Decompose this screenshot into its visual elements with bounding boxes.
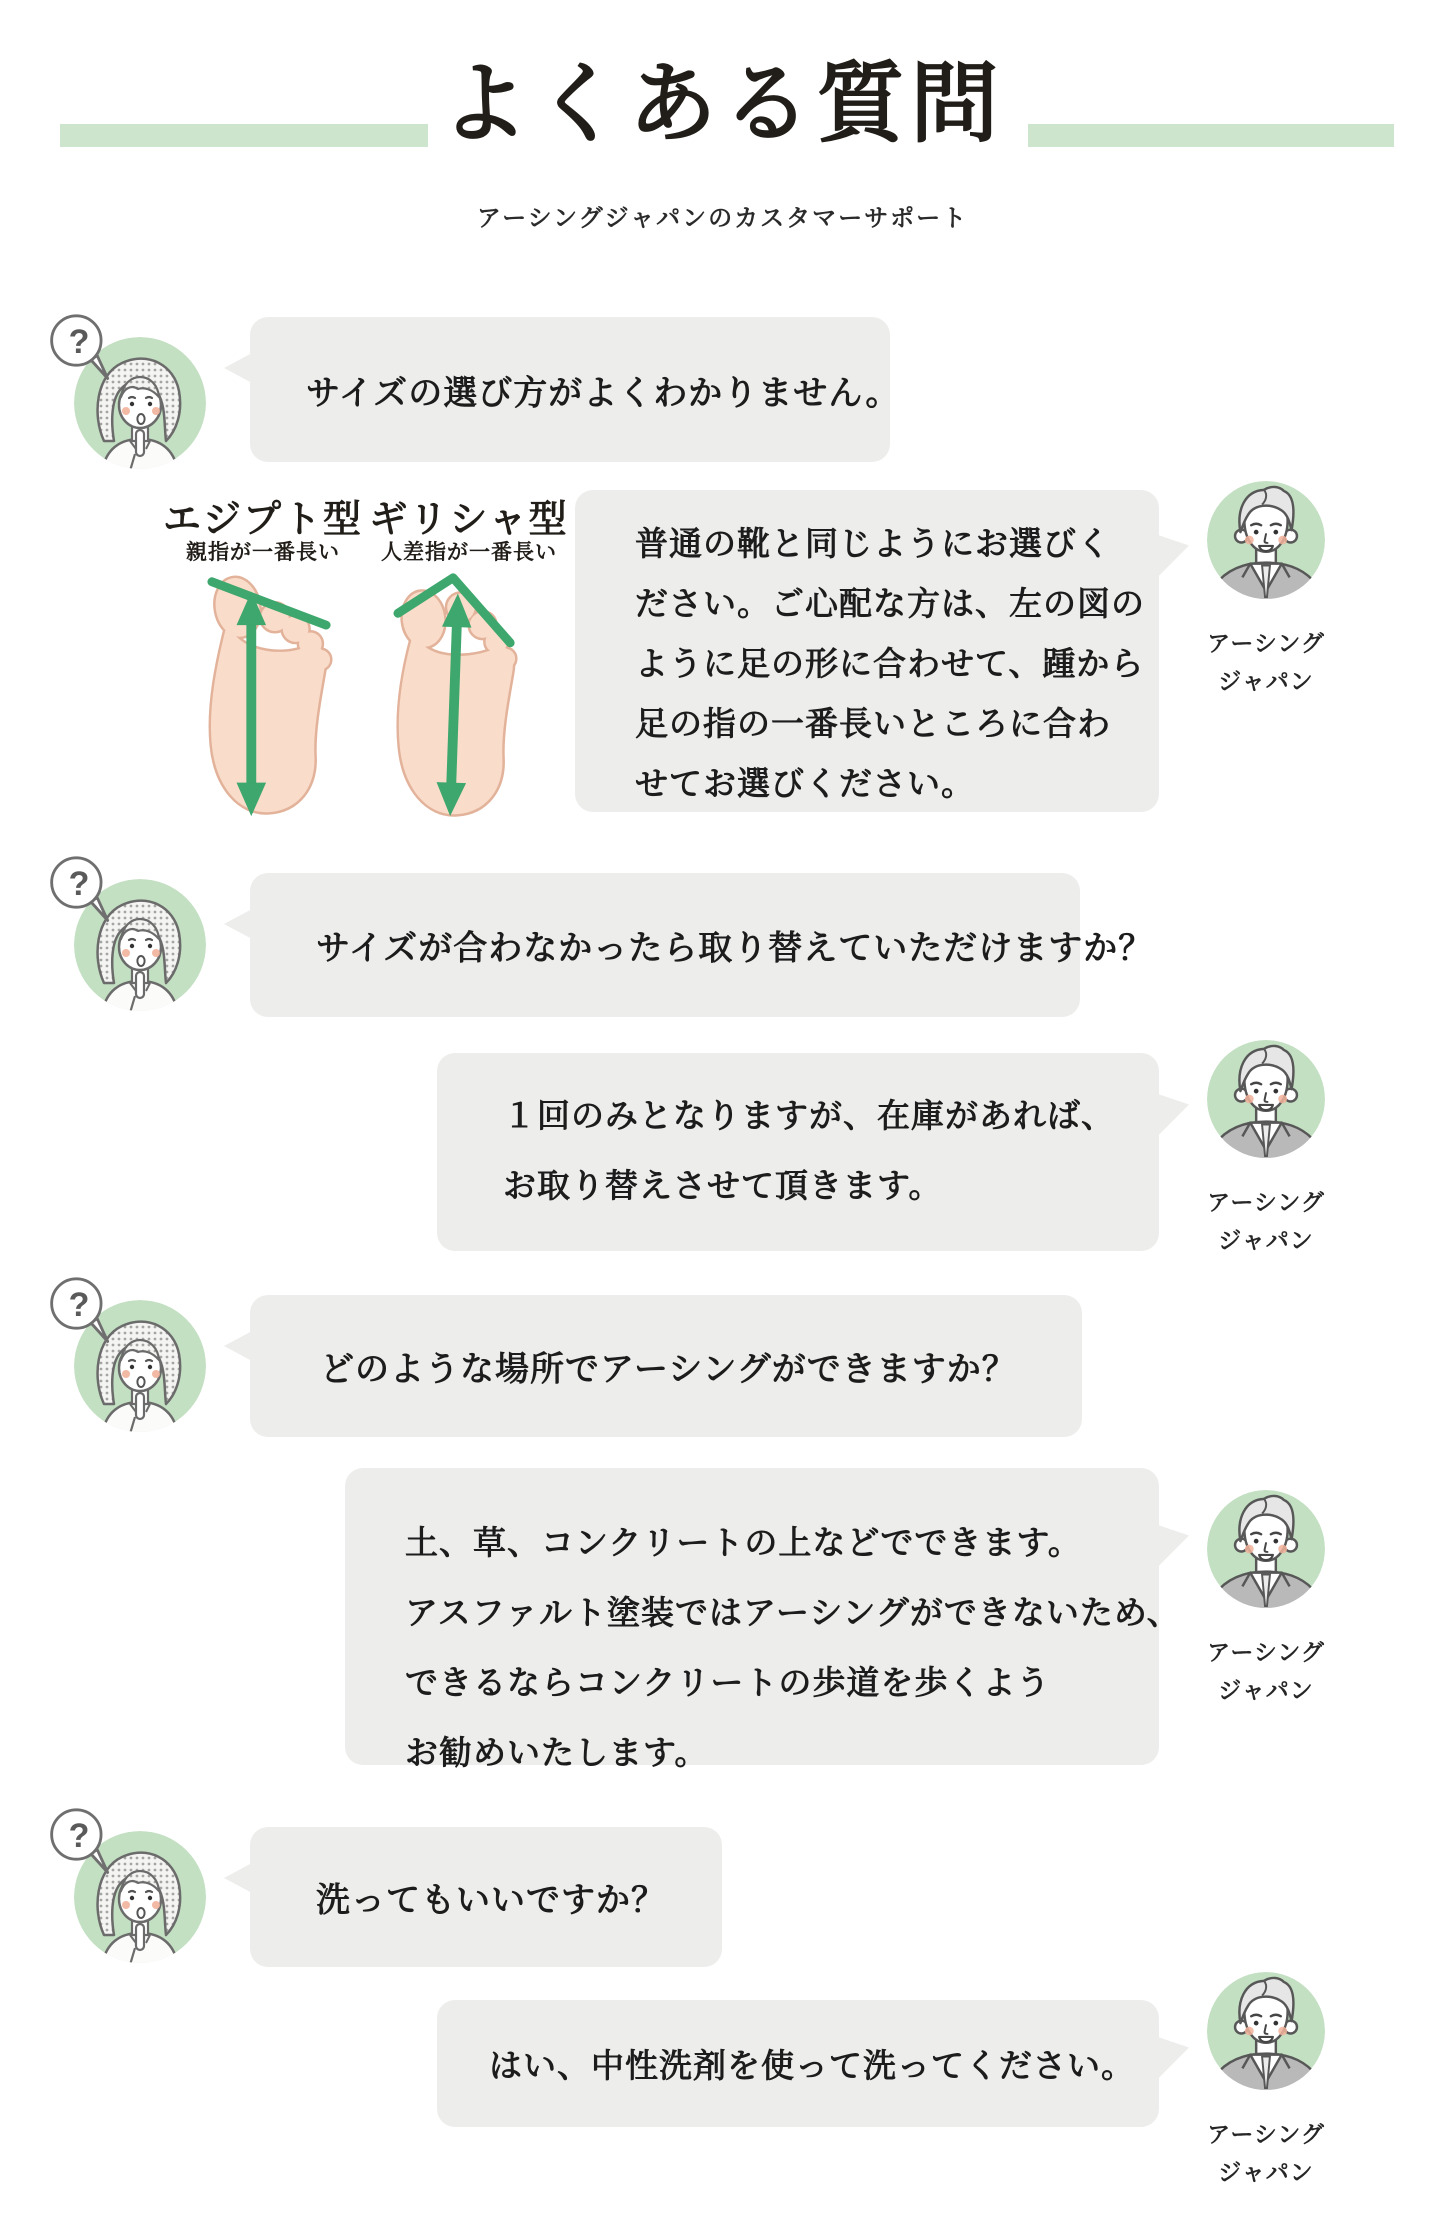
question-bubble xyxy=(250,317,901,462)
page-title: よくある質問 xyxy=(440,54,1005,153)
page-subtitle: アーシングジャパンのカスタマーサポート xyxy=(476,205,969,232)
question-mark-glyph: ? xyxy=(68,322,90,361)
company-name-line1: アーシング xyxy=(1207,2121,1325,2147)
man-avatar-icon xyxy=(1207,481,1325,599)
question-bubble xyxy=(250,1827,722,1967)
answer-line: アスファルト塗装ではアーシングができないため、 xyxy=(405,1594,1181,1631)
bubble-tail-right xyxy=(1155,1093,1189,1145)
answer-line: 足の指の一番長いところに合わ xyxy=(635,705,1111,742)
bubble-tail-left xyxy=(224,1863,252,1893)
question-text: どのような場所でアーシングができますか？ xyxy=(320,1350,1017,1389)
answer-line: ように足の形に合わせて、踵から xyxy=(635,645,1145,682)
egypt-foot-diagram xyxy=(196,566,344,824)
company-name-label xyxy=(1206,1183,1326,1259)
company-name-label xyxy=(1206,1633,1326,1709)
customer-avatar xyxy=(45,854,255,1024)
answer-line: ださい。ご心配な方は、左の図の xyxy=(635,585,1145,622)
company-avatar xyxy=(1206,481,1326,700)
answer-line: せてお選びください。 xyxy=(635,765,975,802)
egypt-type-caption: 親指が一番長い xyxy=(186,541,340,564)
company-name-label xyxy=(1206,624,1326,700)
answer-line: はい、中性洗剤を使って洗ってください。 xyxy=(489,2047,1135,2084)
company-name-line2: ジャパン xyxy=(1218,1677,1314,1703)
bubble-tail-left xyxy=(224,1331,252,1361)
company-name-line2: ジャパン xyxy=(1218,1227,1314,1253)
question-mark-glyph: ? xyxy=(68,864,90,903)
bubble-tail-right xyxy=(1155,534,1189,586)
company-name-line2: ジャパン xyxy=(1218,668,1314,694)
greek-type-caption: 人差指が一番長い xyxy=(381,541,557,564)
question-mark-glyph: ? xyxy=(68,1285,90,1324)
bubble-tail-left xyxy=(224,909,252,939)
bubble-tail-left xyxy=(224,353,252,383)
answer-line: 普通の靴と同じようにお選びく xyxy=(635,525,1111,562)
company-avatar xyxy=(1206,1040,1326,1259)
question-text: 洗ってもいいですか？ xyxy=(316,1881,666,1920)
answer-bubble xyxy=(345,1468,1181,1771)
greek-type-title: ギリシャ型 xyxy=(369,499,569,541)
company-name-line1: アーシング xyxy=(1207,1639,1325,1665)
man-avatar-icon xyxy=(1207,1972,1325,2090)
question-text: サイズの選び方がよくわかりません。 xyxy=(306,374,901,412)
question-mark-glyph: ? xyxy=(68,1816,90,1855)
answer-line: １回のみとなりますが、在庫があれば、 xyxy=(503,1097,1115,1134)
man-avatar-icon xyxy=(1207,1040,1325,1158)
answer-bubble xyxy=(437,2000,1159,2127)
answer-line: できるならコンクリートの歩道を歩くよう xyxy=(405,1664,1051,1701)
bubble-tail-right xyxy=(1155,1524,1189,1576)
company-name-label xyxy=(1206,2115,1326,2191)
question-text: サイズが合わなかったら取り替えていただけますか？ xyxy=(316,929,1154,968)
company-name-line1: アーシング xyxy=(1207,1189,1325,1215)
man-avatar-icon xyxy=(1207,1490,1325,1608)
company-avatar xyxy=(1206,1490,1326,1709)
company-name-line1: アーシング xyxy=(1207,630,1325,656)
answer-bubble xyxy=(575,490,1159,812)
egypt-type-title: エジプト型 xyxy=(162,499,363,541)
answer-line: お勧めいたします。 xyxy=(405,1734,709,1771)
greek-foot-diagram xyxy=(384,566,532,824)
company-name-line2: ジャパン xyxy=(1218,2159,1314,2185)
company-avatar xyxy=(1206,1972,1326,2191)
question-bubble xyxy=(250,873,1154,1017)
answer-bubble xyxy=(437,1053,1159,1251)
question-bubble xyxy=(250,1295,1082,1437)
customer-avatar xyxy=(45,312,255,482)
answer-line: 土、草、コンクリートの上などでできます。 xyxy=(405,1524,1082,1561)
answer-line: お取り替えさせて頂きます。 xyxy=(503,1167,943,1204)
bubble-tail-right xyxy=(1155,2036,1189,2088)
